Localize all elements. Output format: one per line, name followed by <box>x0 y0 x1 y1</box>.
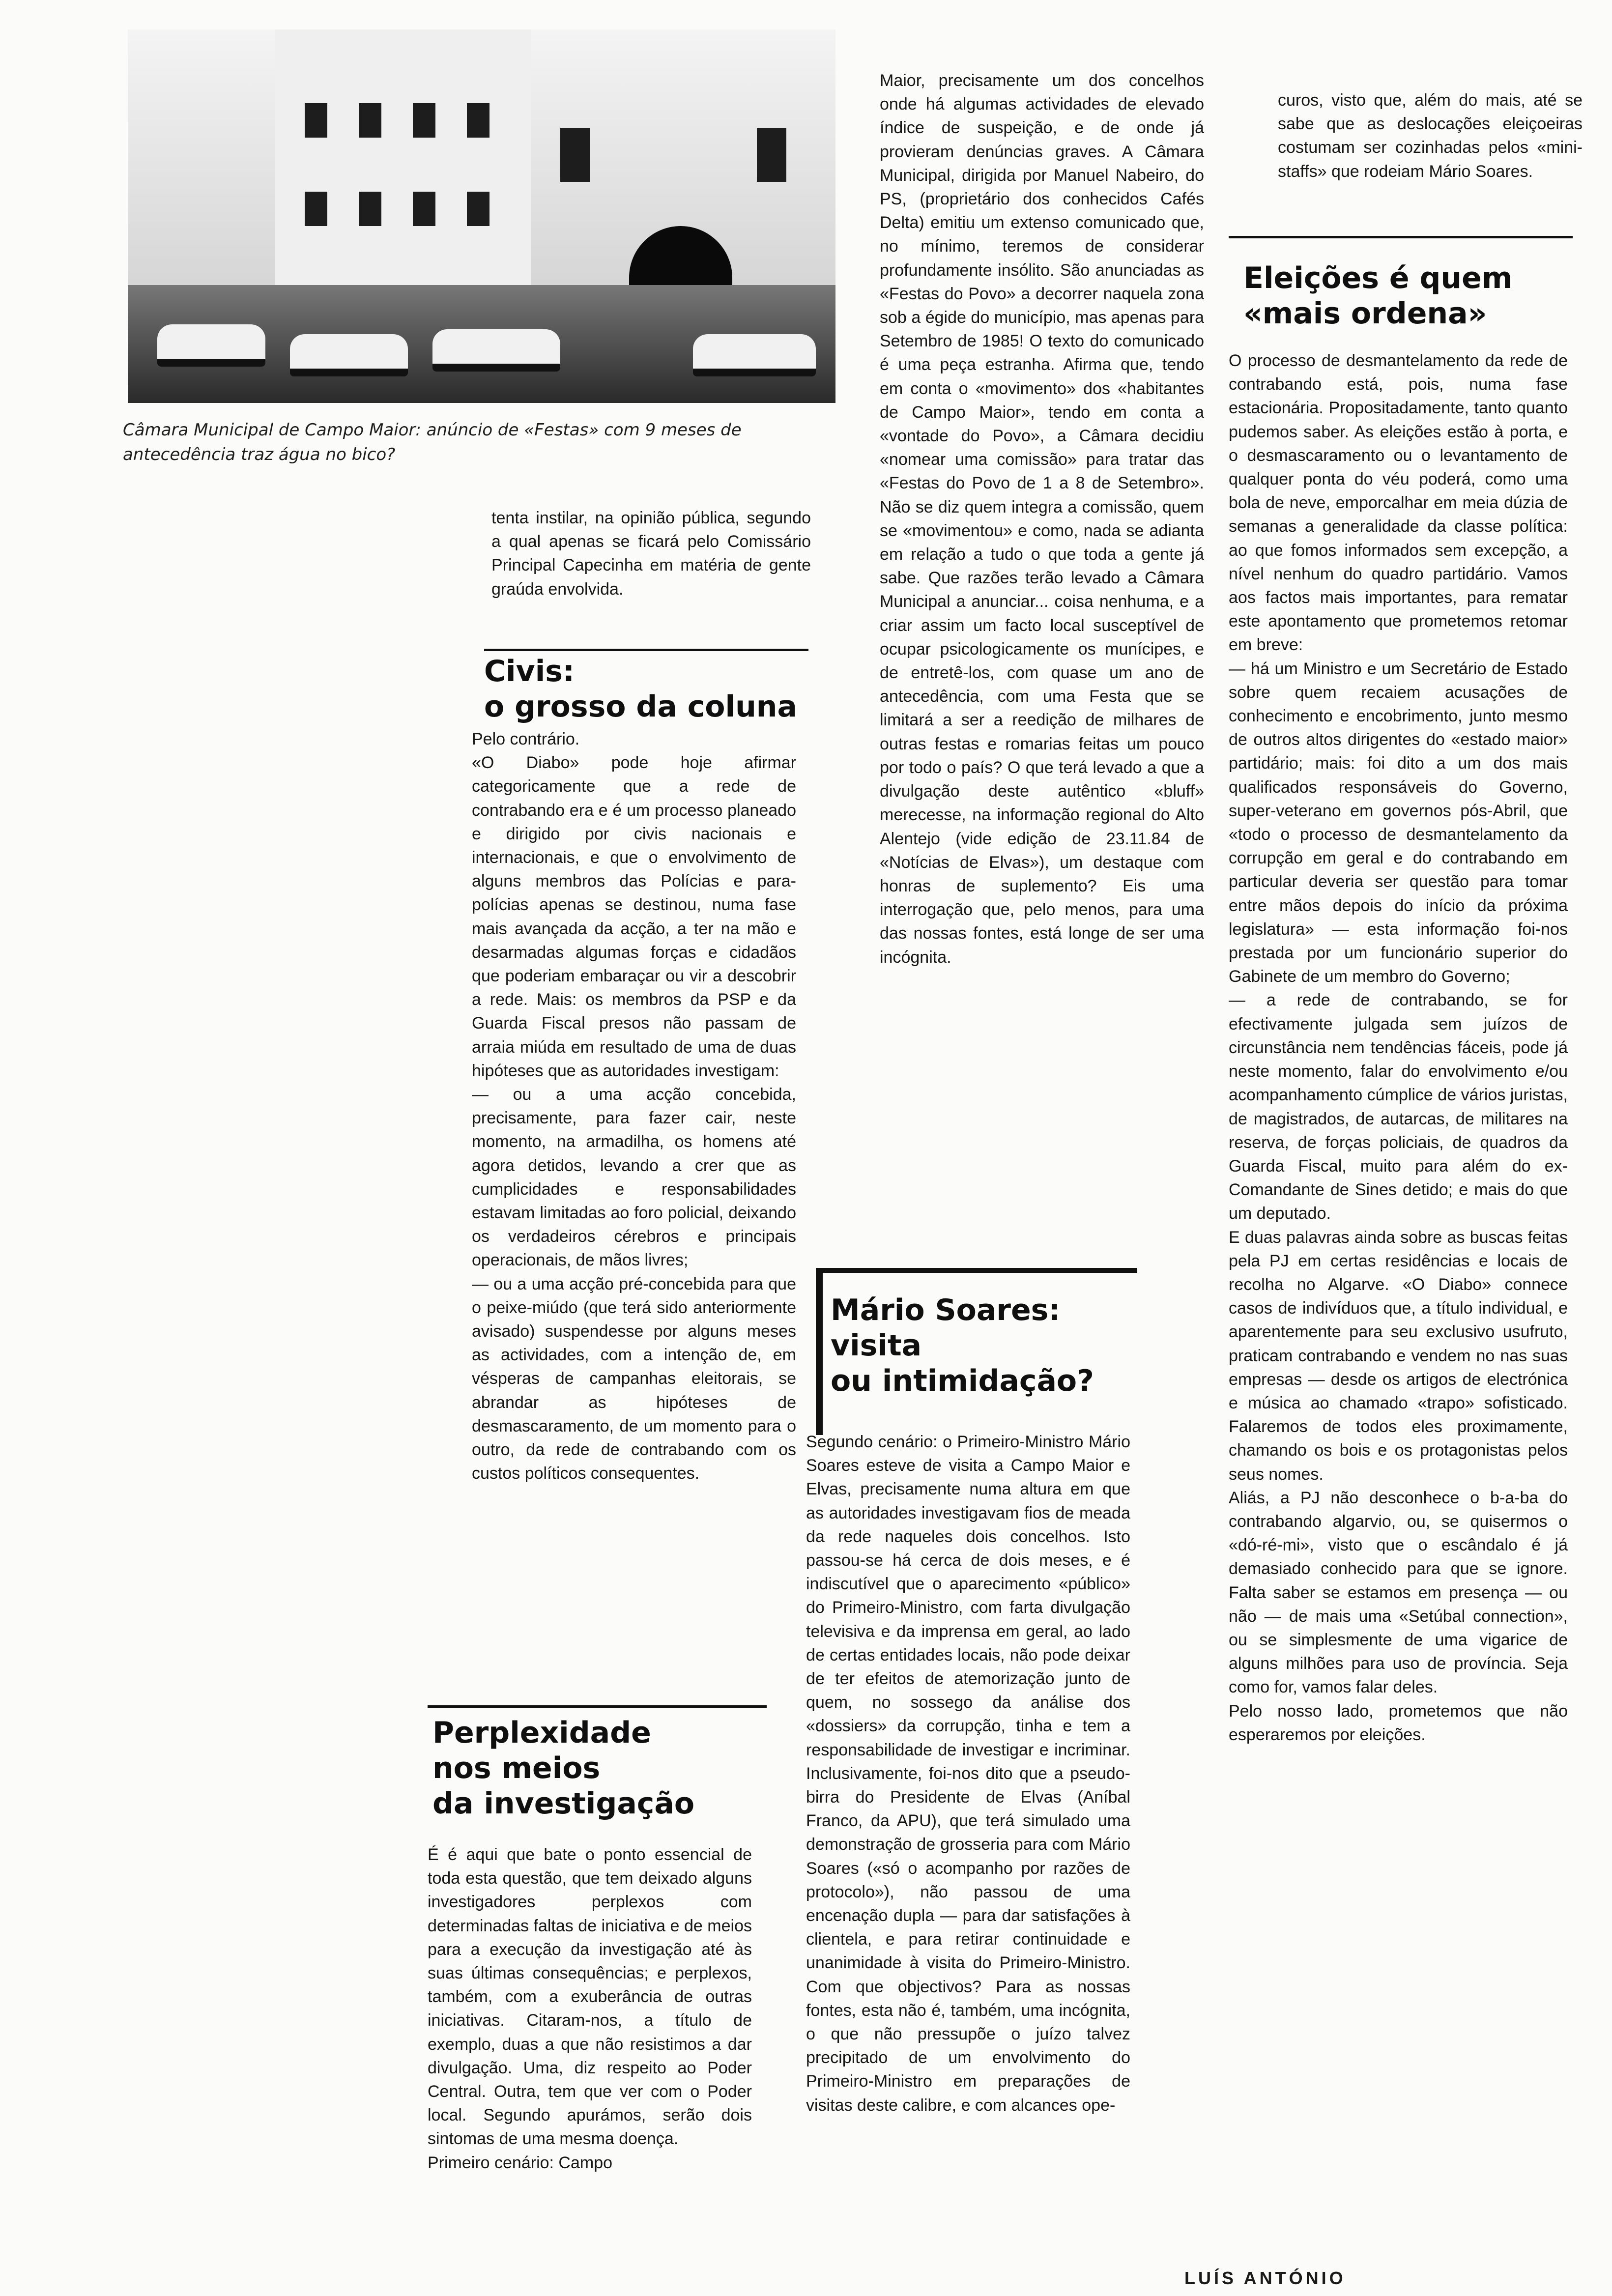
paragraph: — ou a uma acção concebida, precisamente, para fazer cair, neste momento, na armadilha, os homens até agora detidos, levando a crer que as cumplicidades e responsabilidades estavam limitadas ao foro policial, deixando os verdadeiros cérebros e principais operacionais, de mãos livres; <box>472 1085 796 1270</box>
paragraph: «O Diabo» pode hoje afirmar categoricamente que a rede de contrabando era e é um processo planeado e dirigido por civis nacionais e internacionais, e que o envolvimento de alguns membros das Polícias e para-polícias apenas se destinou, numa fase mais avançada da acção, a ter na mão e desarmadas algumas forças e cidadãos que poderiam embaraçar ou vir a descobrir a rede. Mais: os membros da PSP e da Guarda Fiscal presos não passam de arraia miúda em resultado de uma de duas hipóteses que as autoridades investigam: <box>472 753 796 1080</box>
column-4-top <box>1278 88 1583 183</box>
column-4-bottom <box>1229 349 1568 1747</box>
column-1 <box>491 506 811 601</box>
divider <box>1229 236 1573 238</box>
paragraph: O processo de desmantelamento da rede de contrabando está, pois, numa fase estacionária. Propositadamente, tanto quanto pudemos saber. As eleições estão à porta, e o desmascaramento ou o levantamento de qualquer ponta do véu poderá, como uma bola de neve, emporcalhar em meia dúzia de semanas a generalidade da classe política: ao que fomos informados sem excepção, a nível nenhum do quadro partidário. Vamos aos factos mais importantes, para rematar este apontamento que prometemos retomar em breve: <box>1229 351 1568 655</box>
paragraph: — ou a uma acção pré-concebida para que o peixe-miúdo (que terá sido anteriormente avisado) suspendesse por alguns meses as actividades, com a intenção de, em vésperas de campanhas eleitorais, se abrandar as hipóteses de desmascaramento, de um momento para o outro, da rede de contrabando com os custos políticos consequentes. <box>472 1274 796 1483</box>
column-3-top <box>880 69 1204 969</box>
photo-caption: Câmara Municipal de Campo Maior: anúncio de «Festas» com 9 meses de antecedência traz água no bico? <box>123 420 742 464</box>
paragraph: E duas palavras ainda sobre as buscas feitas pela PJ em certas residências e locais de recolha no Algarve. «O Diabo» connece casos de indivíduos que, a título individual, e aparentemente para seu exclusivo usufruto, praticam contrabando e vendem no nas suas empresas — desde os artigos de electrónica e música ao chamado «trapo» sofisticado. Falaremos de todos eles proximamente, chamando os bois e os protagonistas pelos seus nomes. <box>1229 1228 1568 1484</box>
paragraph: Maior, precisamente um dos concelhos onde há algumas actividades de elevado índice de suspeição, e de onde já provieram denúncias graves. A Câmara Municipal, dirigida por Manuel Nabeiro, do PS, (proprietário dos conhecidos Cafés Delta) emitiu um extenso comunicado que, no mínimo, teremos de considerar profundamente insólito. São anunciadas as «Festas do Povo» a decorrer naquela zona sob a égide do município, mas apenas para Setembro de 1985! O texto do comunicado é uma peça estranha. Afirma que, tendo em conta o «movimento» dos «habitantes de Campo Maior», tendo em conta a «vontade do Povo», a Câmara decidiu «nomear uma comissão» para tratar das «Festas do Povo de 1 a 8 de Setembro». Não se diz quem integra a comissão, quem se «movimentou» e como, nada se adianta em relação a tudo o que toda a gente já sabe. Que razões terão levado a Câmara Municipal a anunciar... coisa nenhuma, e a criar assim um facto local susceptível de ocupar psicologicamente os munícipes, e de entretê-los, com quase um ano de antecedência, com uma Festa que se limitará a ser a reedição de milhares de outras festas e romarias feitas um pouco por todo o país? O que terá levado a que a divulgação deste autêntico «bluff» merecesse, na informação regional do Alto Alentejo (vide edição de 23.11.84 de «Notícias de Elvas»), um destaque com honras de suplemento? Eis uma interrogação que, pelo menos, para uma das nossas fontes, está longe de ser uma incógnita. <box>880 71 1204 967</box>
column-2-bottom <box>428 1843 752 2175</box>
column-2-top <box>472 727 796 1486</box>
author-signature: LUÍS ANTÓNIO <box>1184 2268 1346 2288</box>
paragraph: — a rede de contrabando, se for efectivamente julgada sem juízos de circunstância nem tendências fáceis, pode já neste momento, falar do envolvimento e/ou acompanhamento cúmplice de vários juristas, de magistrados, de autarcas, de militares na reserva, de forças policiais, de quadros da Guarda Fiscal, muito para além do ex-Comandante de Sines detido; e mais do que um deputado. <box>1229 991 1568 1223</box>
paragraph: Pelo nosso lado, prometemos que não esperaremos por eleições. <box>1229 1701 1568 1744</box>
heading-eleicoes: Eleições é quem «mais ordena» <box>1243 261 1513 331</box>
paragraph: Pelo contrário. <box>472 730 580 748</box>
paragraph: Primeiro cenário: Campo <box>428 2153 613 2172</box>
paragraph: — há um Ministro e um Secretário de Estado sobre quem recaiem acusações de conhecimento e encobrimento, junto mesmo de outros altos dirigentes do «estado maior» partidário; mais: foi dito a um dos mais qualificados responsáveis do Governo, super-veterano em governos pós-Abril, que «todo o processo de desmantelamento da corrupção em geral e do contrabando em particular deveria ser questão para tomar entre mãos depois do início da próxima legislatura» — esta informação foi-nos prestada por um funcionário superior do Gabinete de um membro do Governo; <box>1229 659 1568 986</box>
divider <box>484 649 808 651</box>
paragraph: tenta instilar, na opinião pública, segundo a qual apenas se ficará pelo Comissário Principal Capecinha em matéria de gente graúda envolvida. <box>491 509 811 599</box>
photo-camara-municipal <box>128 29 835 403</box>
heading-mario-soares: Mário Soares: visita ou intimidação? <box>831 1293 1094 1398</box>
column-3-bottom <box>806 1430 1130 2117</box>
heading-civis: Civis: o grosso da coluna <box>484 654 798 724</box>
paragraph: curos, visto que, além do mais, até se sabe que as deslocações eleiçoeiras costumam ser cozinhadas pelos «mini-staffs» que rodeiam Mário Soares. <box>1278 91 1583 181</box>
paragraph: É é aqui que bate o ponto essencial de toda esta questão, que tem deixado alguns investigadores perplexos com determinadas faltas de iniciativa e de meios para a execução da investigação até às suas últimas consequências; e perplexos, também, com a exuberância de outras iniciativas. Citaram-nos, a título de exemplo, duas a que não resistimos a dar divulgação. Uma, diz respeito ao Poder Central. Outra, tem que ver com o Poder local. Segundo apurámos, serão dois sintomas de uma mesma doença. <box>428 1845 752 2149</box>
heading-perplexidade: Perplexidade nos meios da investigação <box>432 1716 695 1821</box>
paragraph: Aliás, a PJ não desconhece o b-a-ba do contrabando algarvio, ou, se quisermos o «dó-ré-mi», visto que o escândalo é já demasiado conhecido para que se ignore. Falta saber se estamos em presença — ou não — de mais uma «Setúbal connection», ou se simplesmente de uma vigarice de alguns milhões para uso de província. Seja como for, vamos falar deles. <box>1229 1488 1568 1697</box>
paragraph: Segundo cenário: o Primeiro-Ministro Mário Soares esteve de visita a Campo Maior e Elvas, precisamente numa altura em que as autoridades investigavam fios de meada da rede naqueles dois concelhos. Isto passou-se há cerca de dois meses, e é indiscutível que o aparecimento «público» do Primeiro-Ministro, com farta divulgação televisiva e da imprensa em geral, ao lado de certas entidades locais, não pode deixar de ter efeitos de atemorização junto de quem, no sossego da análise dos «dossiers» da corrupção, tinha e tem a responsabilidade de investigar e incriminar. Inclusivamente, foi-nos dito que a pseudo-birra do Presidente de Elvas (Aníbal Franco, da APU), que terá simulado uma demonstração de grosseria para com Mário Soares («só o acompanho por razões de protocolo»), não passou de uma encenação dupla — para dar satisfações à clientela, e para retirar continuidade e unanimidade à visita do Primeiro-Ministro. Com que objectivos? Para as nossas fontes, esta não é, também, uma incógnita, o que não pressupõe o juízo talvez precipitado de um envolvimento do Primeiro-Ministro em preparações de visitas deste calibre, e com alcances ope- <box>806 1433 1130 2115</box>
divider <box>428 1705 767 1708</box>
